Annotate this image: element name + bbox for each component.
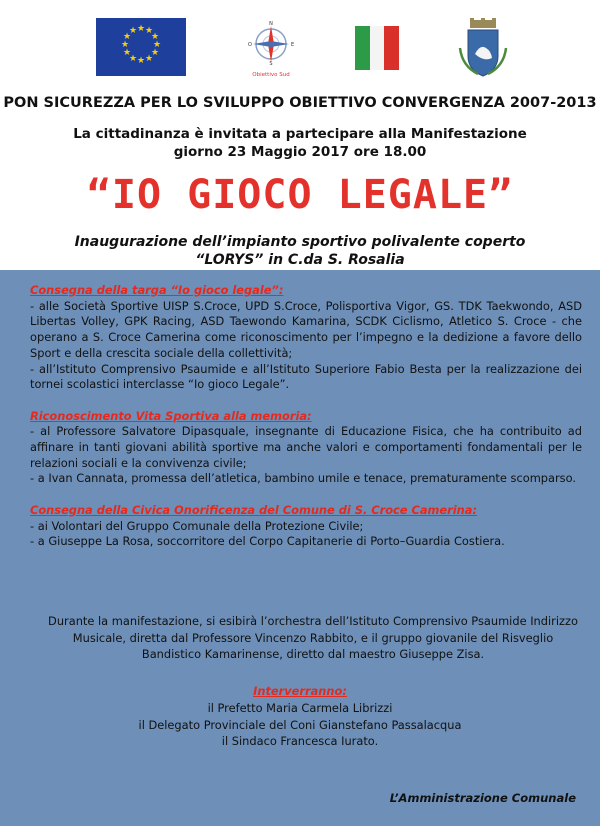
svg-text:S: S [269,61,273,67]
speakers-heading: Interverranno: [253,684,347,698]
svg-text:E: E [291,42,295,48]
svg-text:N: N [269,21,273,27]
comune-crest-logo [456,18,510,80]
svg-text:★: ★ [136,56,146,66]
section-heading-riconoscimento: Riconoscimento Vita Sportiva alla memoria: [30,408,312,423]
svg-text:★: ★ [136,24,146,34]
orchestra-paragraph: Durante la manifestazione, si esibirà l’orchestra dell’Istituto Comprensivo Psaumide Indirizzo Musicale, diretta dal Professore Vincenzo Rabbito, e il gruppo giovanile del Risveglio Bandistico Kamarinense, diretto dal maestro Giuseppe Zisa. [48,614,578,661]
compass-icon [244,18,298,80]
svg-text:★: ★ [144,54,154,64]
signature: L’Amministrazione Comunale [389,791,576,805]
speaker-name: il Sindaco Francesca Iurato. [221,734,379,749]
svg-text:★: ★ [150,32,160,42]
program-sections [30,283,582,550]
invitation-line-1: La cittadinanza è invitata a partecipare alla Manifestazione [73,126,527,142]
section-heading-targa: Consegna della targa “Io gioco legale”: [30,283,284,297]
poster-header-area [0,0,600,270]
section-paragraph: - a Giuseppe La Rosa, soccorritore del Corpo Capitanerie di Porto–Guardia Costiera. [30,534,505,549]
section-paragraph: - al Professore Salvatore Dipasquale, insegnante di Educazione Fisica, che ha contribuito ad affinare in tanti giovani abilità sportive ma anche valori e comportamenti fondamentali per le relazioni sociali e la convivenza civile; [30,424,582,470]
inauguration-line-1: Inaugurazione dell’impianto sportivo polivalente coperto [74,234,526,250]
svg-text:★: ★ [150,48,160,58]
speakers-block [0,683,600,750]
svg-text:O: O [248,42,252,48]
section-paragraph: - all’Istituto Comprensivo Psaumide e all’Istituto Superiore Fabio Besta per la realizzazione dei tornei scolastici interclasse “Io gioco Legale”. [30,361,582,392]
section-heading-onorificenza: Consegna della Civica Onorificenza del Comune di S. Croce Camerina: [30,502,478,517]
svg-text:★: ★ [128,26,138,36]
section-paragraph: - a Ivan Cannata, promessa dell’atletica, bambino umile e tenace, prematuramente scomparso. [30,471,577,486]
italy-flag-logo [355,26,399,70]
pon-heading: PON SICUREZZA PER LO SVILUPPO OBIETTIVO CONVERGENZA 2007-2013 [3,95,597,111]
obiettivo-sud-logo [244,18,298,80]
svg-text:★: ★ [120,40,130,50]
invitation-date: giorno 23 Maggio 2017 ore 18.00 [173,144,427,160]
eu-stars-icon [96,18,186,76]
obiettivo-sud-label: Obiettivo Sud [252,72,290,78]
logo-row [0,18,600,80]
svg-text:★: ★ [128,54,138,64]
svg-text:★: ★ [144,26,154,36]
section-paragraph: - ai Volontari del Gruppo Comunale della Protezione Civile; [30,518,364,533]
speaker-name: il Delegato Provinciale del Coni Gianstefano Passalacqua [138,717,462,732]
inauguration-line-2: “LORYS” in C.da S. Rosalia [195,252,405,268]
section-paragraph: - alle Società Sportive UISP S.Croce, UPD S.Croce, Polisportiva Vigor, GS. TDK Taekwondo, ASD Libertas Volley, GPK Racing, ASD Taewondo Kamarina, SCDK Ciclismo, Atletico S. Croce - che operano a S. Croce Camerina come riconoscimento per l’impegno e la dedizione a favore dello Sport e della crescita sociale della collettività; [30,298,582,360]
svg-text:★: ★ [122,48,132,58]
speaker-name: il Prefetto Maria Carmela Librizzi [207,700,393,715]
svg-text:★: ★ [152,40,162,50]
svg-text:★: ★ [122,32,132,42]
crest-icon [456,18,510,80]
event-title: “IO GIOCO LEGALE” [86,172,514,218]
eu-flag-logo [96,18,186,76]
